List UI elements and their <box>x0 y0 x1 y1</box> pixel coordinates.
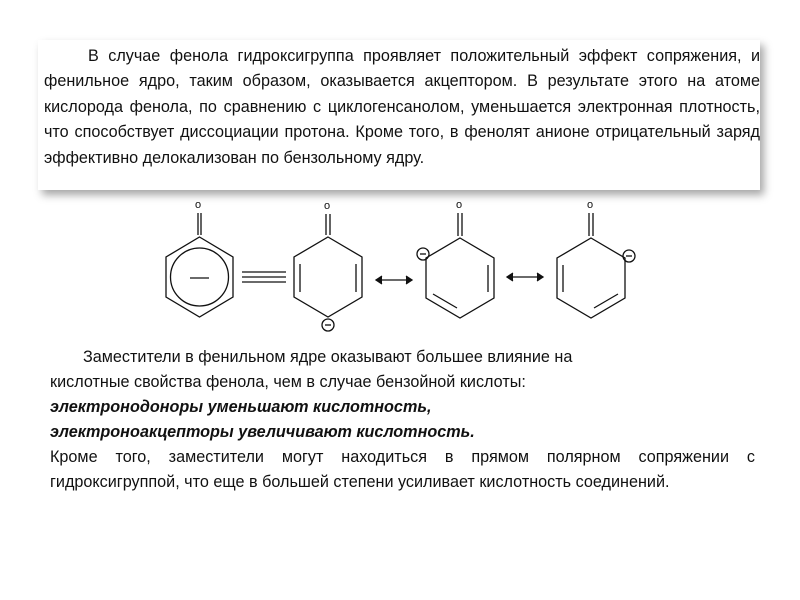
ring-4 <box>557 238 625 318</box>
substituent-line-1: Заместители в фенильном ядре оказывают большее влияние на <box>83 348 573 366</box>
donor-rule: электронодоноры уменьшают кислотность, <box>50 398 432 416</box>
equivalence-sign <box>242 272 286 282</box>
structure-para <box>294 200 362 331</box>
structure-ortho-right <box>557 199 635 318</box>
benzene-ring-1 <box>166 237 233 317</box>
ring-2 <box>294 237 362 317</box>
structure-ortho-left <box>417 199 494 318</box>
delocalization-circle <box>171 248 229 306</box>
oxygen-label-1: o <box>195 199 202 211</box>
oxygen-label-2: o <box>324 200 331 212</box>
conjugation-paragraph: Кроме того, заместители могут находиться в прямом полярном сопряжении с гидроксигруппой, что еще в большей степени усиливает кислотность соединений. <box>50 448 755 491</box>
oxygen-label-3: o <box>456 199 463 211</box>
acceptor-rule: электроноакцепторы увеличивают кислотность. <box>50 423 475 441</box>
oxygen-label-4: o <box>587 199 594 211</box>
resonance-arrow-2 <box>507 273 543 281</box>
structure-delocalized <box>166 199 233 317</box>
resonance-arrow-1 <box>376 276 412 284</box>
ring-3 <box>426 238 494 318</box>
substituent-line-2: кислотные свойства фенола, чем в случае бензойной кислоты: <box>50 373 526 391</box>
substituent-effects-text <box>50 345 755 520</box>
intro-paragraph: В случае фенола гидроксигруппа проявляет положительный эффект сопряжения, и фенильное ядро, таким образом, оказывается акцептором. В результате этого на атоме кислорода фенола, по сравнению с циклогенсанолом, уменьшается электронная плотность, что способствует диссоциации протона. Кроме того, в фенолят анионе отрицательный заряд эффективно делокализован по бензольному ядру. <box>44 47 760 167</box>
